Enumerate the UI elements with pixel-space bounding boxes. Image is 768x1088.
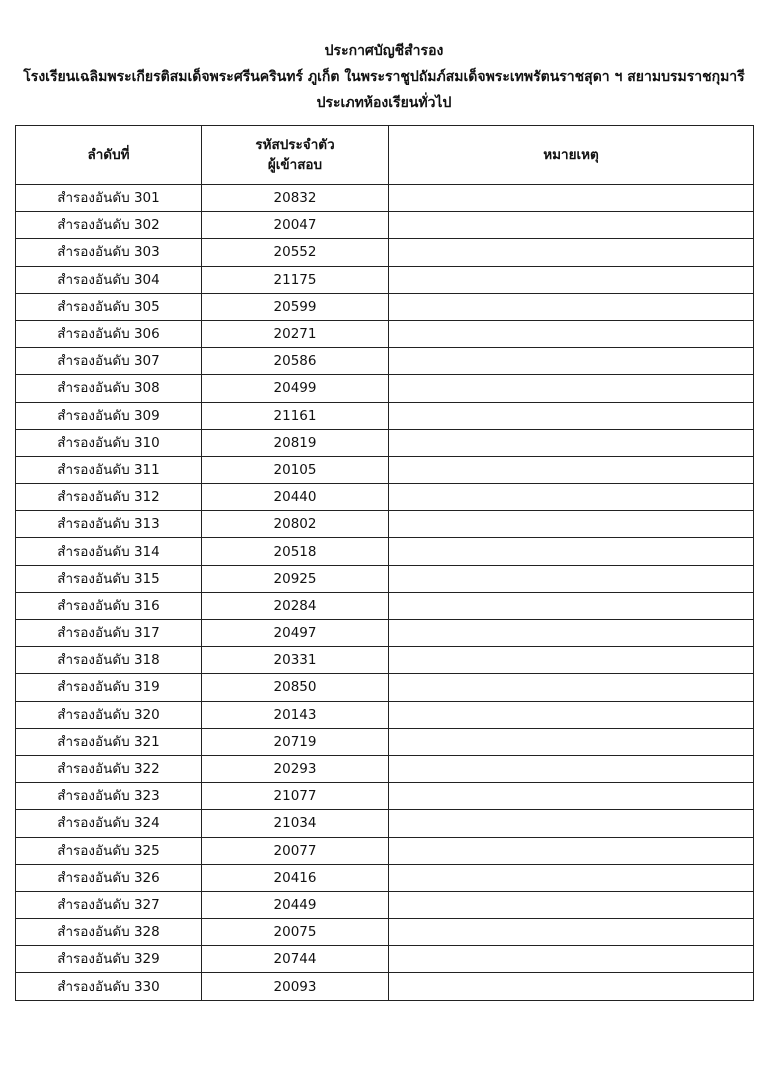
exam-code-cell: 20449 xyxy=(202,891,389,918)
exam-code-cell: 20075 xyxy=(202,919,389,946)
table-row xyxy=(16,864,754,891)
table-row xyxy=(16,783,754,810)
note-cell xyxy=(389,783,754,810)
exam-code-cell: 20719 xyxy=(202,728,389,755)
note-cell xyxy=(389,212,754,239)
exam-code-header-line2: ผู้เข้าสอบ xyxy=(267,157,323,173)
note-cell xyxy=(389,755,754,782)
note-cell xyxy=(389,266,754,293)
note-column-header: หมายเหตุ xyxy=(389,126,754,185)
table-row xyxy=(16,891,754,918)
table-row xyxy=(16,755,754,782)
table-row xyxy=(16,973,754,1000)
note-cell xyxy=(389,293,754,320)
note-cell xyxy=(389,429,754,456)
exam-code-column-header xyxy=(202,126,389,185)
table-row xyxy=(16,348,754,375)
rank-column-header: ลำดับที่ xyxy=(16,126,202,185)
table-row xyxy=(16,674,754,701)
note-cell xyxy=(389,484,754,511)
reserve-list-table xyxy=(15,125,754,1001)
rank-cell: สำรองอันดับ 309 xyxy=(16,402,202,429)
note-cell xyxy=(389,538,754,565)
table-row xyxy=(16,810,754,837)
exam-code-cell: 20499 xyxy=(202,375,389,402)
table-row xyxy=(16,620,754,647)
note-cell xyxy=(389,946,754,973)
table-header-row xyxy=(16,126,754,185)
note-cell xyxy=(389,565,754,592)
exam-code-cell: 20440 xyxy=(202,484,389,511)
note-cell xyxy=(389,837,754,864)
table-row xyxy=(16,293,754,320)
rank-cell: สำรองอันดับ 316 xyxy=(16,592,202,619)
table-row xyxy=(16,375,754,402)
rank-cell: สำรองอันดับ 329 xyxy=(16,946,202,973)
rank-cell: สำรองอันดับ 330 xyxy=(16,973,202,1000)
note-cell xyxy=(389,647,754,674)
note-cell xyxy=(389,674,754,701)
note-cell xyxy=(389,891,754,918)
exam-code-cell: 20143 xyxy=(202,701,389,728)
exam-code-cell: 20744 xyxy=(202,946,389,973)
note-cell xyxy=(389,701,754,728)
exam-code-cell: 20047 xyxy=(202,212,389,239)
rank-cell: สำรองอันดับ 304 xyxy=(16,266,202,293)
rank-cell: สำรองอันดับ 320 xyxy=(16,701,202,728)
rank-cell: สำรองอันดับ 301 xyxy=(16,185,202,212)
note-cell xyxy=(389,185,754,212)
exam-code-cell: 20077 xyxy=(202,837,389,864)
exam-code-cell: 21077 xyxy=(202,783,389,810)
rank-cell: สำรองอันดับ 317 xyxy=(16,620,202,647)
table-row xyxy=(16,511,754,538)
exam-code-header-line1: รหัสประจำตัว xyxy=(255,137,335,153)
exam-code-cell: 20105 xyxy=(202,456,389,483)
exam-code-cell: 21034 xyxy=(202,810,389,837)
exam-code-cell: 20331 xyxy=(202,647,389,674)
note-cell xyxy=(389,239,754,266)
rank-cell: สำรองอันดับ 327 xyxy=(16,891,202,918)
exam-code-cell: 20293 xyxy=(202,755,389,782)
rank-cell: สำรองอันดับ 307 xyxy=(16,348,202,375)
table-row xyxy=(16,538,754,565)
rank-cell: สำรองอันดับ 310 xyxy=(16,429,202,456)
table-row xyxy=(16,946,754,973)
rank-cell: สำรองอันดับ 314 xyxy=(16,538,202,565)
note-cell xyxy=(389,728,754,755)
exam-code-cell: 20850 xyxy=(202,674,389,701)
table-row xyxy=(16,402,754,429)
table-row xyxy=(16,701,754,728)
rank-cell: สำรองอันดับ 326 xyxy=(16,864,202,891)
note-cell xyxy=(389,456,754,483)
exam-code-cell: 20497 xyxy=(202,620,389,647)
rank-cell: สำรองอันดับ 321 xyxy=(16,728,202,755)
table-row xyxy=(16,647,754,674)
table-row xyxy=(16,919,754,946)
note-cell xyxy=(389,620,754,647)
exam-code-cell: 20416 xyxy=(202,864,389,891)
rank-cell: สำรองอันดับ 324 xyxy=(16,810,202,837)
table-row xyxy=(16,185,754,212)
rank-cell: สำรองอันดับ 302 xyxy=(16,212,202,239)
document-title: ประกาศบัญชีสำรอง xyxy=(324,43,444,59)
exam-code-cell: 20586 xyxy=(202,348,389,375)
note-cell xyxy=(389,511,754,538)
table-row xyxy=(16,728,754,755)
table-row xyxy=(16,266,754,293)
rank-cell: สำรองอันดับ 306 xyxy=(16,320,202,347)
rank-cell: สำรองอันดับ 318 xyxy=(16,647,202,674)
table-row xyxy=(16,320,754,347)
exam-code-cell: 20925 xyxy=(202,565,389,592)
rank-cell: สำรองอันดับ 323 xyxy=(16,783,202,810)
table-row xyxy=(16,592,754,619)
exam-code-cell: 20599 xyxy=(202,293,389,320)
rank-cell: สำรองอันดับ 303 xyxy=(16,239,202,266)
table-row xyxy=(16,456,754,483)
note-cell xyxy=(389,592,754,619)
rank-cell: สำรองอันดับ 322 xyxy=(16,755,202,782)
room-type: ประเภทห้องเรียนทั่วไป xyxy=(316,95,452,111)
table-row xyxy=(16,837,754,864)
document-header xyxy=(0,38,768,116)
rank-cell: สำรองอันดับ 312 xyxy=(16,484,202,511)
rank-cell: สำรองอันดับ 313 xyxy=(16,511,202,538)
exam-code-cell: 20518 xyxy=(202,538,389,565)
exam-code-cell: 20832 xyxy=(202,185,389,212)
note-cell xyxy=(389,320,754,347)
table-row xyxy=(16,212,754,239)
note-cell xyxy=(389,919,754,946)
rank-cell: สำรองอันดับ 319 xyxy=(16,674,202,701)
exam-code-cell: 20552 xyxy=(202,239,389,266)
note-cell xyxy=(389,810,754,837)
note-cell xyxy=(389,348,754,375)
exam-code-cell: 20802 xyxy=(202,511,389,538)
exam-code-cell: 20093 xyxy=(202,973,389,1000)
exam-code-cell: 20819 xyxy=(202,429,389,456)
note-cell xyxy=(389,402,754,429)
table-row xyxy=(16,239,754,266)
note-cell xyxy=(389,375,754,402)
rank-cell: สำรองอันดับ 311 xyxy=(16,456,202,483)
rank-cell: สำรองอันดับ 308 xyxy=(16,375,202,402)
note-cell xyxy=(389,864,754,891)
rank-cell: สำรองอันดับ 305 xyxy=(16,293,202,320)
rank-cell: สำรองอันดับ 315 xyxy=(16,565,202,592)
table-row xyxy=(16,484,754,511)
exam-code-cell: 20284 xyxy=(202,592,389,619)
exam-code-cell: 21161 xyxy=(202,402,389,429)
table-row xyxy=(16,565,754,592)
exam-code-cell: 20271 xyxy=(202,320,389,347)
note-cell xyxy=(389,973,754,1000)
rank-cell: สำรองอันดับ 328 xyxy=(16,919,202,946)
rank-cell: สำรองอันดับ 325 xyxy=(16,837,202,864)
exam-code-cell: 21175 xyxy=(202,266,389,293)
school-name: โรงเรียนเฉลิมพระเกียรติสมเด็จพระศรีนครินทร์ ภูเก็ต ในพระราชูปถัมภ์สมเด็จพระเทพรัตนราชสุดา ฯ สยามบรมราชกุมารี xyxy=(23,69,745,85)
table-row xyxy=(16,429,754,456)
